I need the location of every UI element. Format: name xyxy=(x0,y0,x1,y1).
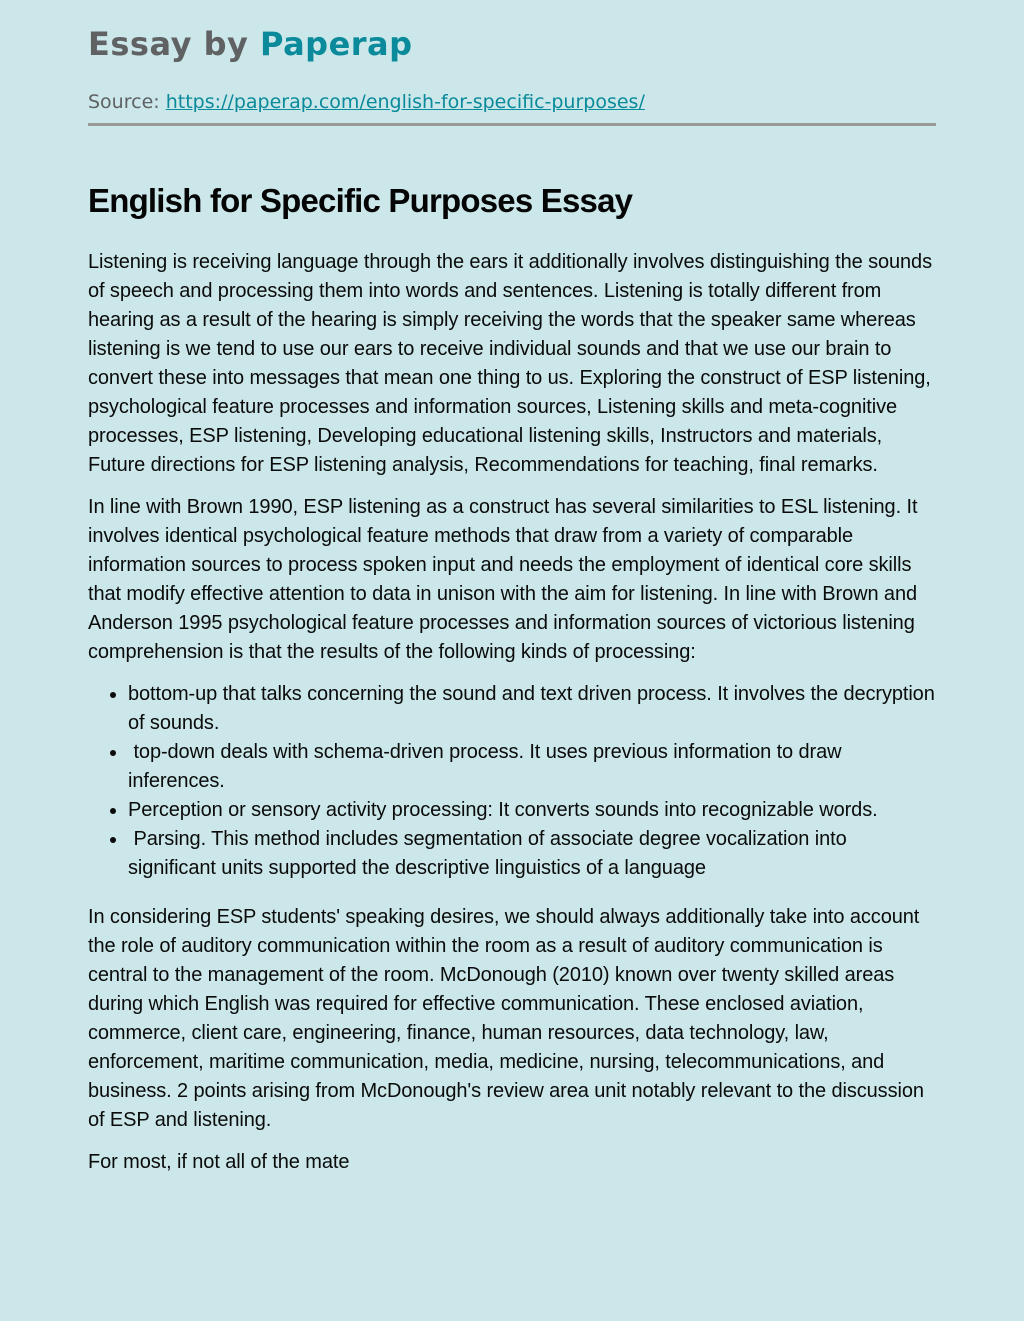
essay-article xyxy=(88,182,941,1177)
essay-paragraph-1: Listening is receiving language through the ears it additionally involves distinguishing the sounds of speech and processing them into words and sentences. Listening is totally different from hearing as a result of the hearing is simply receiving the words that the speaker same whereas listening is we tend to use our ears to receive individual sounds and that we use our brain to convert these into messages that mean one thing to us. Exploring the construct of ESP listening, psychological feature processes and information sources, Listening skills and meta-cognitive processes, ESP listening, Developing educational listening skills, Instructors and materials, Future directions for ESP listening analysis, Recommendations for teaching, final remarks. xyxy=(88,251,932,476)
list-item: • bottom-up that talks concerning the sound and text driven process. It involves the decryption of sounds. xyxy=(128,680,936,738)
brand-link[interactable]: Paperap xyxy=(259,25,413,63)
source-label: Source: xyxy=(88,91,160,113)
page-title-prefix: Essay by xyxy=(88,25,249,63)
processing-kinds-list xyxy=(88,680,941,883)
essay-paragraph-2: In line with Brown 1990, ESP listening as a construct has several similarities to ESL listening. It involves identical psychological feature methods that draw from a variety of comparable information sources to process spoken input and needs the employment of identical core skills that modify effective attention to data in unison with the aim for listening. In line with Brown and Anderson 1995 psychological feature processes and information sources of victorious listening comprehension is that the results of the following kinds of processing: xyxy=(88,496,918,663)
document-header xyxy=(88,24,936,126)
essay-paragraph-3: In considering ESP students' speaking desires, we should always additionally take into account the role of auditory communication within the room as a result of auditory communication is central to the management of the room. McDonough (2010) known over twenty skilled areas during which English was required for effective communication. These enclosed aviation, commerce, client care, engineering, finance, human resources, data technology, law, enforcement, maritime communication, media, medicine, nursing, telecommunications, and business. 2 points arising from McDonough's review area unit notably relevant to the discussion of ESP and listening. xyxy=(88,906,924,1131)
header-divider xyxy=(88,123,936,126)
source-link[interactable]: https://paperap.com/english-for-specific-purposes/ xyxy=(165,91,645,113)
page-title xyxy=(88,24,936,64)
source-line xyxy=(88,90,936,114)
list-item: • Parsing. This method includes segmentation of associate degree vocalization into significant units supported the descriptive linguistics of a language xyxy=(128,825,936,883)
list-item: • top-down deals with schema-driven process. It uses previous information to draw inferences. xyxy=(128,738,936,796)
essay-title: English for Specific Purposes Essay xyxy=(88,182,633,219)
essay-truncated-line: For most, if not all of the mate xyxy=(88,1151,350,1173)
list-item: • Perception or sensory activity processing: It converts sounds into recognizable words. xyxy=(128,796,936,825)
